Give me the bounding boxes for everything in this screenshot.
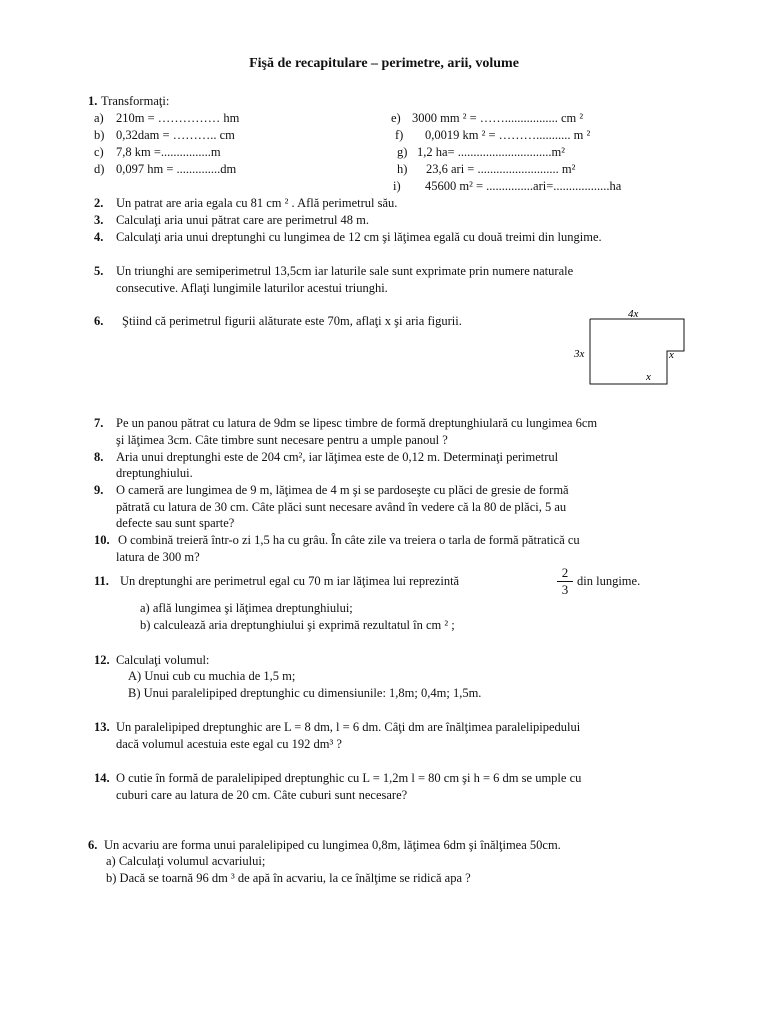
problem-text: latura de 300 m? [116,550,200,564]
problem-text: Un patrat are aria egala cu 81 cm ² . Află perimetrul său. [116,196,398,210]
problem-text: Calculaţi volumul: [116,653,210,667]
problem-text: Un paralelipiped dreptunghic are L = 8 dm, l = 6 dm. Câţi dm are înălţimea paralelipipedului [116,720,581,734]
problem-text: şi lăţimea 3cm. Câte timbre sunt necesare pentru a umple panoul ? [116,433,448,447]
problem-text: Aria unui dreptunghi este de 204 cm², iar lăţimea este de 0,12 m. Determinaţi perimetrul [116,450,559,464]
item-label: b) [94,128,105,142]
item-text: 0,097 hm = ..............dm [116,162,237,176]
item-text: 0,32dam = ……….. cm [116,128,235,142]
problem-text: Transformaţi: [101,94,170,108]
item-label: c) [94,145,104,159]
fraction-denominator: 3 [561,582,569,597]
problem-number: 7. [94,416,104,430]
problem-number: 13. [94,720,110,734]
label-bottom: x [646,371,651,383]
problem-text: din lungime. [577,574,641,588]
item-label: a) [94,111,104,125]
problem-number: 3. [94,213,104,227]
problem-number: 14. [94,771,110,785]
l-shape-figure [572,308,702,388]
problem-text: Calculaţi aria unui pătrat care are perimetrul 48 m. [116,213,370,227]
sub-item: b) Dacă se toarnă 96 dm ³ de apă în acvariu, la ce înălţime se ridică apa ? [106,871,471,885]
fraction [557,566,573,597]
label-left: 3x [574,348,585,360]
problem-text: defecte sau sunt sparte? [116,516,235,530]
sub-item: a) află lungimea şi lăţimea dreptunghiului; [140,601,353,615]
item-text: 210m = …………… hm [116,111,240,125]
problem-number: 6. [94,314,104,328]
page-title: Fişă de recapitulare – perimetre, arii, volume [249,56,519,71]
problem-number: 9. [94,483,104,497]
item-text: 3000 mm ² = ……................. cm ² [412,111,584,125]
problem-number: 11. [94,574,109,588]
label-top: 4x [628,308,639,320]
problem-text: Pe un panou pătrat cu latura de 9dm se lipesc timbre de formă dreptunghiulară cu lungimea 6cm [116,416,598,430]
item-label: e) [391,111,401,125]
problem-number: 10. [94,533,110,547]
problem-text: O cutie în formă de paralelipiped dreptunghic cu L = 1,2m l = 80 cm şi h = 6 dm se umple cu [116,771,582,785]
item-text: 1,2 ha= ..............................m² [417,145,565,159]
problem-number: 2. [94,196,104,210]
sub-item: b) calculează aria dreptunghiului şi exprimă rezultatul în cm ² ; [140,618,455,632]
item-label: f) [395,128,404,142]
sub-item: B) Unui paralelipiped dreptunghic cu dimensiunile: 1,8m; 0,4m; 1,5m. [128,686,482,700]
item-label: i) [393,179,401,193]
problem-text: Un dreptunghi are perimetrul egal cu 70 m iar lăţimea lui reprezintă [120,574,460,588]
problem-text: O cameră are lungimea de 9 m, lăţimea de 4 m şi se pardoseşte cu plăci de gresie de formă [116,483,569,497]
item-text: 7,8 km =................m [116,145,221,159]
item-text: 45600 m² = ...............ari=..................ha [425,179,622,193]
problem-text: consecutive. Aflaţi lungimile laturilor acestui triunghi. [116,281,388,295]
problem-text: cuburi care au latura de 20 cm. Câte cuburi sunt necesare? [116,788,408,802]
problem-text: Ştiind că perimetrul figurii alăturate este 70m, aflaţi x şi aria figurii. [122,314,462,328]
item-label: g) [397,145,408,159]
problem-text: dreptunghiului. [116,466,193,480]
problem-number: 1. [88,94,98,108]
problem-text: Calculaţi aria unui dreptunghi cu lungimea de 12 cm şi lăţimea egală cu două treimi din lungime. [116,230,602,244]
item-text: 23,6 ari = .......................... m² [426,162,576,176]
sub-item: A) Unui cub cu muchia de 1,5 m; [128,669,296,683]
problem-text: pătrată cu latura de 30 cm. Câte plăci sunt necesare având în vedere că la 80 de plăci, 5 au [116,500,567,514]
l-shape-svg [572,308,702,388]
problem-text: dacă volumul acestuia este egal cu 192 dm³ ? [116,737,342,751]
sub-item: a) Calculaţi volumul acvariului; [106,854,266,868]
problem-number: 4. [94,230,104,244]
problem-number: 12. [94,653,110,667]
item-label: h) [397,162,408,176]
problem-number: 8. [94,450,104,464]
problem-number: 5. [94,264,104,278]
fraction-numerator: 2 [561,565,569,580]
item-label: d) [94,162,105,176]
problem-number: 6. [88,838,98,852]
problem-text: Un triunghi are semiperimetrul 13,5cm iar laturile sale sunt exprimate prin numere naturale [116,264,574,278]
problem-text: Un acvariu are forma unui paralelipiped cu lungimea 0,8m, lăţimea 6dm şi înălţimea 50cm. [104,838,561,852]
problem-text: O combină treieră într-o zi 1,5 ha cu grâu. În câte zile va treiera o tarla de formă pătratică cu [118,533,580,547]
label-right: x [669,349,674,361]
item-text: 0,0019 km ² = ………........... m ² [425,128,591,142]
